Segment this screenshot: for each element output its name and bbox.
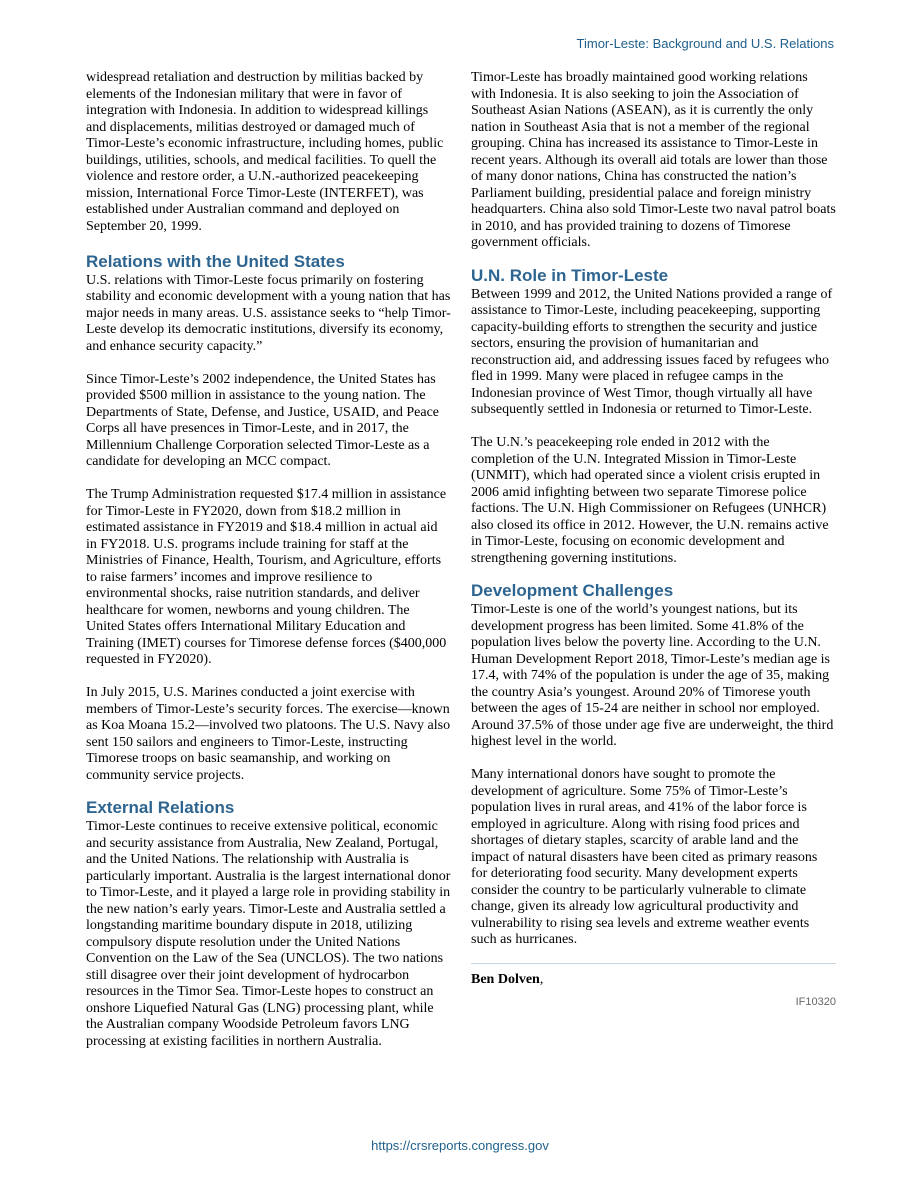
section-heading-un-role: U.N. Role in Timor-Leste (471, 265, 669, 285)
paragraph: In July 2015, U.S. Marines conducted a joint exercise with members of Timor-Leste’s security forces. The exercise—known as Koa Moana 15.2—involved two platoons. The U.S. Navy also sent 150 sailors and engineers to Timor-Leste, instructing Timorese troops on basic seamanship, and working on community service projects. (86, 685, 451, 783)
author-divider (471, 963, 836, 964)
paragraph: Since Timor-Leste’s 2002 independence, the United States has provided $500 million in assistance to the young nation. The Departments of State, Defense, and Justice, USAID, and Peace Corps all have presences in Timor-Leste, and in 2017, the Millennium Challenge Corporation selected Timor-Leste as a candidate for developing an MCC compact. (86, 371, 440, 469)
paragraph: Timor-Leste continues to receive extensive political, economic and security assistance from Australia, New Zealand, Portugal, and the United Nations. The relationship with Australia is particularly important. Australia is the largest international donor to Timor-Leste, and it played a large role in providing stability in the new nation’s early years. Timor-Leste and Australia settled a longstanding maritime boundary dispute in 2018, utilizing compulsory dispute resolution under the United Nations Convention on the Law of the Sea (UNCLOS). The two nations still disagree over their joint development of hydrocarbon resources in the Timor Sea. Timor-Leste hopes to construct an onshore Liquefied Natural Gas (LNG) processing plant, while the Australian company Woodside Petroleum favors LNG processing at existing facilities in northern Australia. (86, 819, 451, 1049)
report-id: IF10320 (795, 996, 836, 1008)
paragraph: Many international donors have sought to promote the development of agriculture. Some 75% of Timor-Leste’s population lives in rural areas, and 41% of the labor force is employed in agriculture. Along with rising food prices and shortages of dietary staples, scarcity of arable land and the impact of natural disasters have been cited as primary reasons for deteriorating food security. Many development experts consider the country to be particularly vulnerable to climate change, given its already low agricultural productivity and vulnerability to rising sea levels and extreme weather events such as hurricanes. (471, 767, 818, 947)
section-heading-external-relations: External Relations (86, 798, 235, 817)
section-heading-us-relations: Relations with the United States (86, 251, 345, 271)
paragraph: Timor-Leste is one of the world’s youngest nations, but its development progress has been limited. Some 41.8% of the population lives below the poverty line. According to the U.N. Human Development Report 2018, Timor-Leste’s median age is 17.4, with 74% of the population is under the age of 35, making the country Asia’s youngest. Around 20% of Timorese youth between the ages of 15-24 are neither in school nor employed. Around 37.5% of those under age five are underweight, the third highest level in the world. (471, 602, 834, 749)
footer-url-link[interactable]: https://crsreports.congress.gov (371, 1138, 549, 1153)
paragraph: The U.N.’s peacekeeping role ended in 2012 with the completion of the U.N. Integrated Mission in Timor-Leste (UNMIT), which had operated since a violent crisis erupted in 2006 amid infighting between two separate Timorese police factions. The U.N. High Commissioner on Refugees (UNHCR) also closed its office in 2012. However, the U.N. remains active in Timor-Leste, focusing on economic development and strengthening governing institutions. (471, 435, 829, 566)
intro-paragraph: Timor-Leste has broadly maintained good working relations with Indonesia. It is also seeking to join the Association of Southeast Asian Nations (ASEAN), as it is currently the only nation in Southeast Asia that is not a member of the regional grouping. China has increased its assistance to Timor-Leste in recent years. Although its overall aid totals are lower than those of many donor nations, China has constructed the nation’s Parliament building, presidential palace and foreign ministry headquarters. China also sold Timor-Leste two naval patrol boats in 2010, and has provided training to dozens of Timorese government officials. (471, 70, 836, 250)
paragraph: Between 1999 and 2012, the United Nations provided a range of assistance to Timor-Leste, including peacekeeping, supporting capacity-building efforts to strengthen the security and justice sectors, ensuring the provision of humanitarian and reconstruction aid, and addressing issues faced by refugees who fled in 1999. Many were placed in refugee camps in the Indonesian province of West Timor, though virtually all have subsequently settled in Indonesia or returned to Timor-Leste. (471, 286, 833, 417)
author-suffix: , (539, 971, 544, 987)
author-line (471, 972, 836, 989)
running-header-title: Timor-Leste: Background and U.S. Relations (576, 36, 834, 51)
author-name: Ben Dolven (471, 971, 540, 987)
left-column (86, 70, 451, 1050)
section-heading-development: Development Challenges (471, 581, 674, 600)
paragraph: U.S. relations with Timor-Leste focus primarily on fostering stability and economic development with a young nation that has major needs in many areas. U.S. assistance seeks to “help Timor-Leste develop its democratic institutions, diversify its economy, and enhance security capacity.” (86, 272, 451, 354)
right-column (471, 70, 836, 1011)
paragraph: The Trump Administration requested $17.4 million in assistance for Timor-Leste in FY2020, down from $18.2 million in estimated assistance in FY2019 and $18.4 million in actual aid in FY2018. U.S. programs include training for staff at the Ministries of Finance, Health, Tourism, and Agriculture, efforts to raise farmers’ incomes and improve resilience to environmental shocks, raise nutrition standards, and deliver healthcare for women, newborns and young children. The United States offers International Military Education and Training (IMET) courses for Timorese defense forces ($400,000 requested in FY2020). (86, 487, 447, 667)
intro-paragraph: widespread retaliation and destruction by militias backed by elements of the Indonesian military that were in favor of integration with Indonesia. In addition to widespread killings and displacements, militias destroyed or damaged much of Timor-Leste’s economic infrastructure, including homes, public buildings, utilities, schools, and medical facilities. To quell the violence and restore order, a U.N.-authorized peacekeeping mission, International Force Timor-Leste (INTERFET), was established under Australian command and deployed on September 20, 1999. (86, 70, 444, 234)
